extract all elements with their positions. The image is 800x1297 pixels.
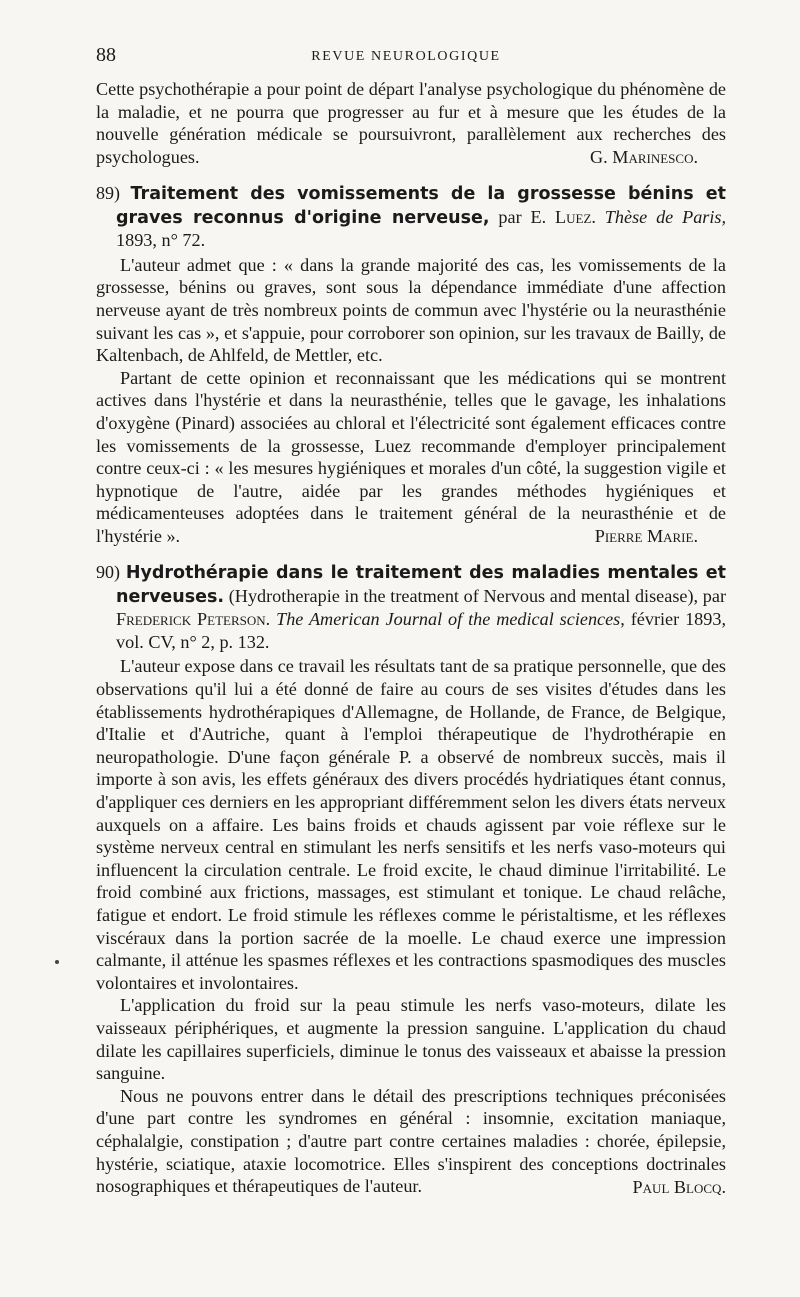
entry-90-heading <box>96 561 726 653</box>
entry-90-journal: The American Journal of the medical sciences, <box>276 609 625 630</box>
intro-signature: G. Marinesco. <box>590 147 698 168</box>
page-content <box>96 78 726 1198</box>
entry-89-author: Luez. <box>555 206 596 227</box>
entry-89-by: par E. <box>498 206 547 227</box>
entry-90-subtitle: (Hydrotherapie in the treatment of Nervous and mental disease), <box>228 585 699 606</box>
entry-90 <box>96 561 726 1198</box>
entry-90-paragraph-2: L'application du froid sur la peau stimule les nerfs vaso-moteurs, dilate les vaisseaux périphériques, et augmente la pression sanguine. L'application du chaud dilate les capillaires superficiels, diminue le tonus des vaisseaux et abaisse la pression sanguine. <box>96 995 726 1084</box>
entry-89-signature: Pierre Marie. <box>594 526 698 547</box>
entry-90-ref: février 1893, vol. CV, n° 2, p. 132. <box>116 609 727 652</box>
entry-89-source: Thèse de Paris, <box>604 206 727 227</box>
entry-90-paragraph-3: Nous ne pouvons entrer dans le détail des prescriptions techniques préconisées d'une part contre les syndromes en général : insomnie, excitation maniaque, céphalalgie, constipation ; d'autre part contre certaines maladies : chorée, épilepsie, hystérie, sciatique, ataxie locomotrice. Elles s'inspirent des conceptions doctrinales nosographiques et thérapeutiques de l'auteur. <box>96 1085 726 1197</box>
page-header <box>96 44 716 68</box>
entry-90-by: par <box>702 585 727 606</box>
entry-90-title: Hydrothérapie dans le traitement des maladies mentales et nerveuses. <box>116 563 727 607</box>
entry-90-author: Frederick Peterson. <box>116 609 271 630</box>
entry-89-signature-row <box>96 525 726 548</box>
entry-89-ref: 1893, n° 72. <box>116 230 206 251</box>
intro-text: Cette psychothérapie a pour point de départ l'analyse psychologique du phénomène de la maladie, et ne pourra que progresser au fur et à mesure que les études de la nouvelle génération médicale se poursuivront, parallèlement aux recherches des psychologues. <box>96 79 726 167</box>
entry-89-paragraph-1: L'auteur admet que : « dans la grande majorité des cas, les vomissements de la grossesse, bénins ou graves, sont sous la dépendance immédiate d'une affection nerveuse ayant de très nombreux points de commun avec l'hystérie ou la neurasthénie suivant les cas », et s'appuie, pour corroborer son opinion, sur les travaux de Bailly, de Kaltenbach, de Ahlfeld, de Mettler, etc. <box>96 254 726 366</box>
running-title: REVUE NEUROLOGIQUE <box>311 49 501 64</box>
entry-89-number: 89) <box>96 182 120 203</box>
entry-90-paragraph-1: L'auteur expose dans ce travail les résultats tant de sa pratique personnelle, que des observations qu'il lui a été donné de faire au cours de ses visites d'études dans les établissements hydrothérapiques d'Allemagne, de Hollande, de France, de Belgique, d'Italie et d'Autriche, quant à l'emploi thérapeutique de l'hydrothérapie en neuropathologie. D'une façon générale P. a observé de nombreux succès, mais il importe à son avis, les effets généraux des divers procédés hydriatiques étant connus, d'appliquer ces derniers en les appropriant différemment selon les divers états nerveux auxquels on a affaire. Les bains froids et chauds agissent par voie réflexe sur le système nerveux central en stimulant les nerfs sensitifs et les nerfs vaso-moteurs qui influencent la circulation centrale. Le froid excite, le chaud diminue l'irritabilité. Le froid combiné aux frictions, massages, est stimulant et tonique. Le chaud relâche, fatigue et endort. Le froid stimule les réflexes comme le péristaltisme, et les réflexes viscéraux dans la portion sacrée de la moelle. Le chaud exerce une impression calmante, il atténue les spasmes réflexes et les contractions spasmodiques des muscles volontaires et involontaires. <box>96 656 726 993</box>
entry-90-number: 90) <box>96 562 120 583</box>
entry-89-title: Traitement des vomissements de la grossesse bénins et graves reconnus d'origine nerveuse, <box>116 183 726 228</box>
entry-90-signature: Paul Blocq. <box>632 1176 726 1197</box>
margin-ink-dot <box>55 960 59 964</box>
entry-89-paragraph-2: Partant de cette opinion et reconnaissant que les médications qui se montrent actives dans l'hystérie et dans la neurasthénie, telles que le gavage, les inhalations d'oxygène (Pinard) associées au chloral et l'électricité sont également efficaces contre les vomissements de la grossesse, Luez recommande d'employer principalement contre ceux-ci : « les mesures hygiéniques et morales d'un côté, la suggestion vigile et hypnotique de l'autre, aidée par les grandes méthodes hygiéniques et médicamenteuses adoptées dans le traitement général de la neurasthénie et de l'hystérie ». <box>96 367 726 546</box>
entry-89 <box>96 182 726 548</box>
page-number: 88 <box>96 44 116 66</box>
entry-89-heading <box>96 182 726 252</box>
